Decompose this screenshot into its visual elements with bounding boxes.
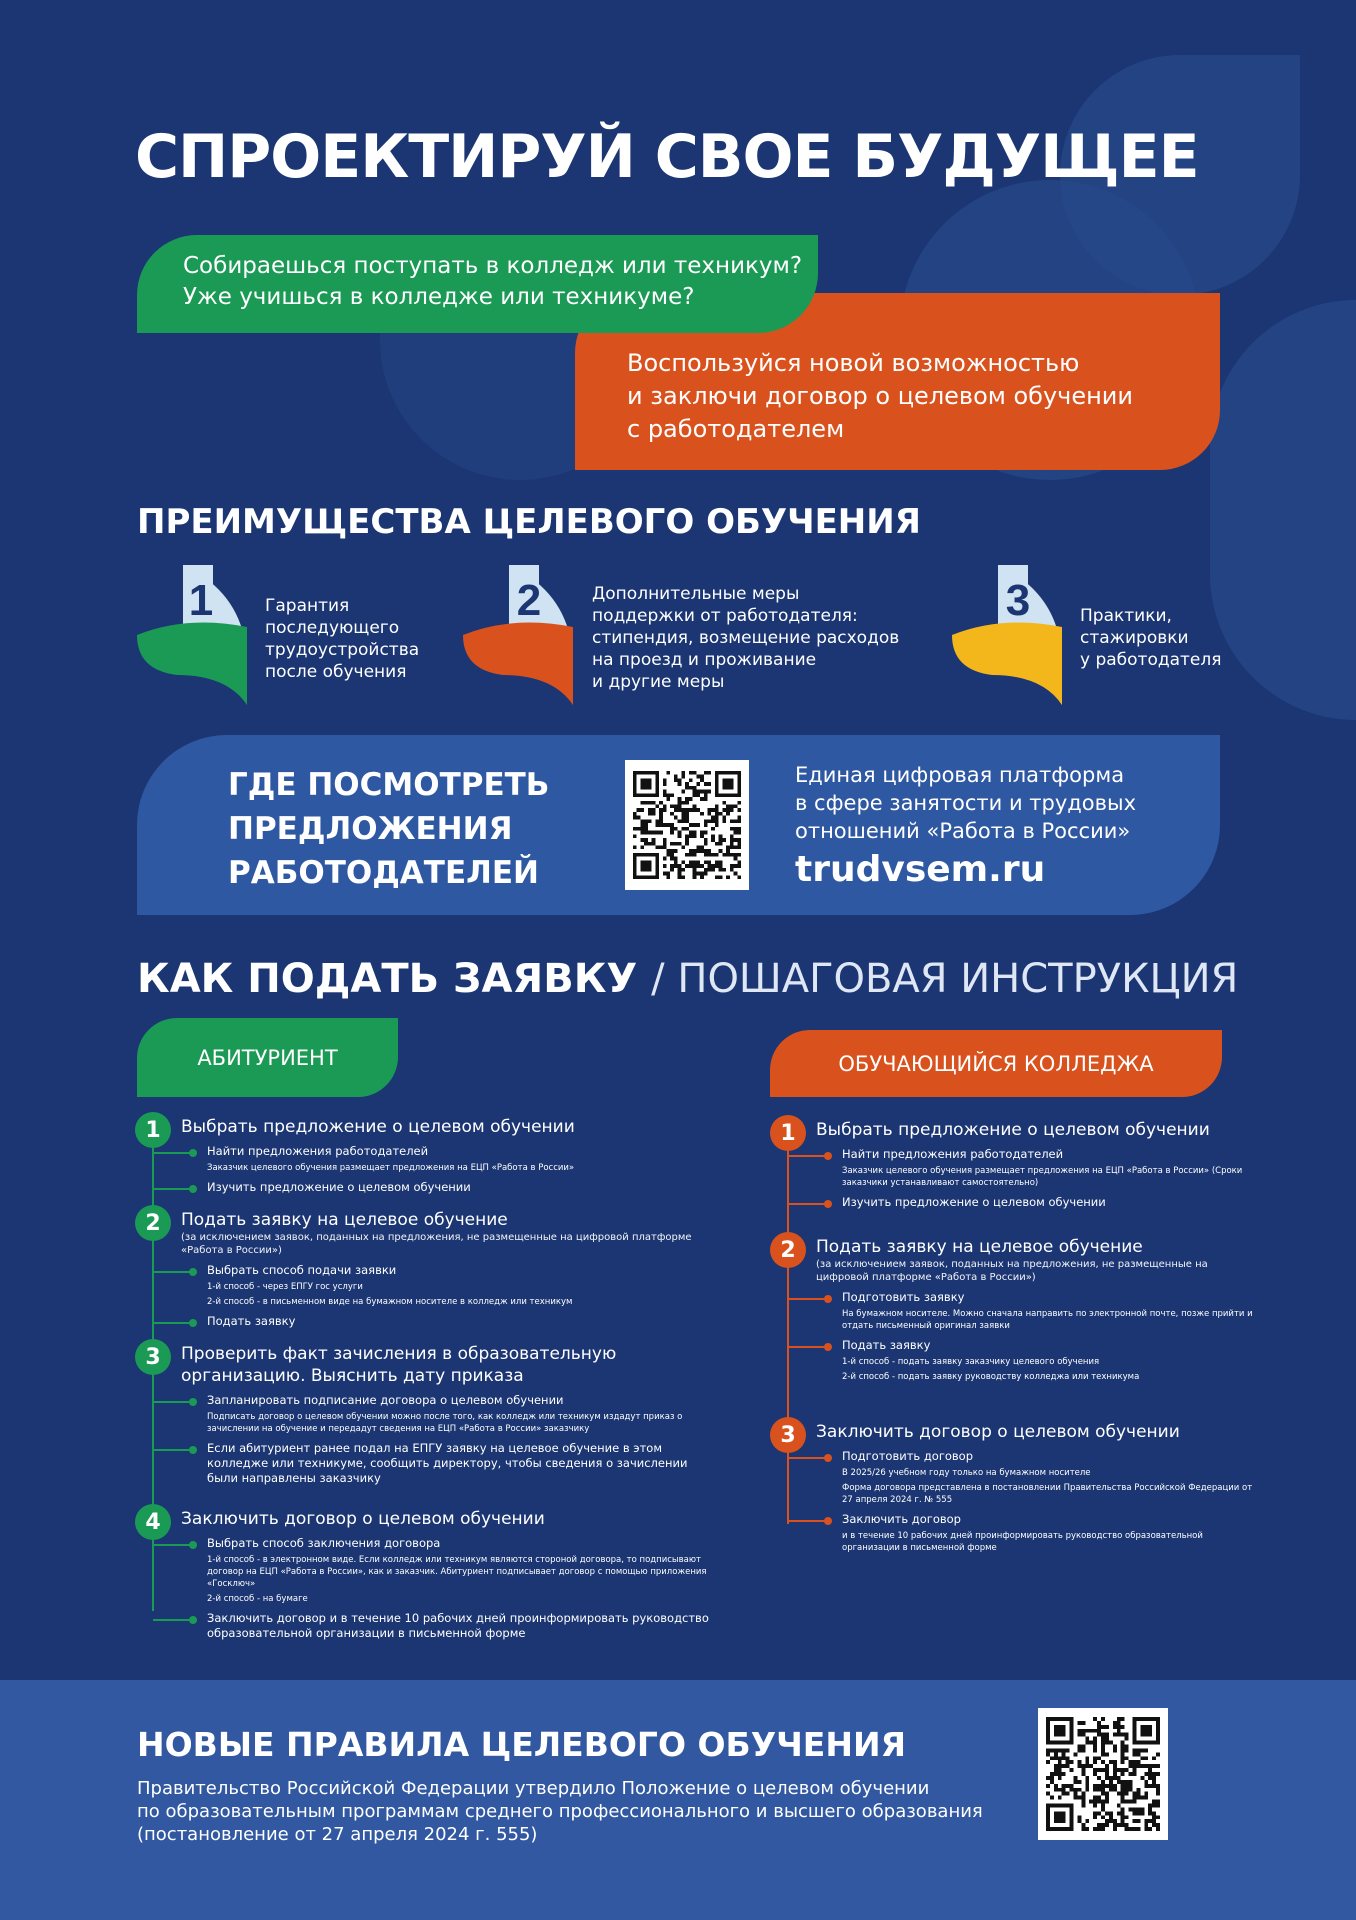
svg-text:1: 1	[188, 576, 214, 625]
where-heading: ГДЕ ПОСМОТРЕТЬ	[228, 767, 550, 803]
benefit-text: Дополнительные меры	[592, 584, 800, 604]
rules-heading: НОВЫЕ ПРАВИЛА ЦЕЛЕВОГО ОБУЧЕНИЯ	[137, 1725, 906, 1764]
benefit-text: после обучения	[265, 662, 407, 682]
benefit-text: Гарантия	[265, 596, 350, 616]
substep-detail: Форма договора представлена в постановлении Правительства Российской Федерации от 27 апреля 2024 г. № 555	[842, 1483, 1253, 1505]
substep-detail: В 2025/26 учебном году только на бумажном носителе	[842, 1468, 1091, 1478]
substep-title: Выбрать способ заключения договора	[207, 1536, 441, 1550]
substep-title: Подготовить заявку	[842, 1290, 965, 1304]
benefit-text: на проезд и проживание	[592, 650, 817, 670]
substep-detail: Заказчик целевого обучения размещает предложения на ЕЦП «Работа в России» (Сроки заказчики устанавливают самостоятельно)	[842, 1166, 1243, 1188]
where-heading: РАБОТОДАТЕЛЕЙ	[228, 855, 539, 891]
substep-detail: и в течение 10 рабочих дней проинформировать руководство образовательной организации в письменной форме	[842, 1531, 1203, 1553]
substep-detail: 2-й способ - на бумаге	[207, 1594, 308, 1604]
tab-college-student[interactable]: ОБУЧАЮЩИЙСЯ КОЛЛЕДЖА	[770, 1030, 1222, 1097]
intro-line: и заключи договор о целевом обучении	[627, 382, 1134, 410]
step-title: Проверить факт зачисления в образовательную организацию. Выяснить дату приказа	[181, 1344, 617, 1386]
benefit-text: Практики,	[1080, 606, 1172, 626]
step-note: (за исключением заявок, поданных на предложения, не размещенные на цифровой платформе «Работа в России»)	[816, 1259, 1208, 1283]
substep-title: Изучить предложение о целевом обучении	[207, 1180, 471, 1194]
benefit-text: последующего	[265, 618, 400, 638]
step	[135, 1504, 715, 1641]
benefits-heading: ПРЕИМУЩЕСТВА ЦЕЛЕВОГО ОБУЧЕНИЯ	[137, 502, 921, 542]
step-title: Заключить договор о целевом обучении	[181, 1509, 545, 1529]
leaf-number-icon	[137, 565, 247, 705]
substep-detail: Заказчик целевого обучения размещает предложения на ЕЦП «Работа в России»	[207, 1163, 575, 1173]
qr-code[interactable]	[1038, 1708, 1168, 1840]
step	[135, 1112, 715, 1195]
student-steps	[770, 1115, 1260, 1554]
substep-title: Подать заявку	[207, 1314, 296, 1328]
step	[135, 1205, 715, 1329]
leaf-number-icon	[463, 565, 573, 705]
platform-text: отношений «Работа в России»	[795, 819, 1131, 843]
intro-line: Уже учишься в колледже или техникуме?	[183, 284, 695, 310]
site-link[interactable]: trudvsem.ru	[795, 849, 1046, 890]
intro-line: с работодателем	[627, 415, 845, 443]
howto-subtitle: / ПОШАГОВАЯ ИНСТРУКЦИЯ	[651, 956, 1239, 1002]
intro-line: Воспользуйся новой возможностью	[627, 349, 1080, 377]
substep-detail: 1-й способ - в электронном виде. Если колледж или техникум являются стороной договора, то подписывают договор на ЕЦП «Работа в России», как и заказчик. Абитуриент подписывает договор с помощью приложения «Госключ»	[207, 1555, 707, 1589]
substep	[181, 1393, 715, 1435]
substep-title: Изучить предложение о целевом обучении	[842, 1195, 1106, 1209]
substep	[181, 1144, 715, 1174]
qr-code[interactable]	[625, 760, 749, 890]
step-title: Подать заявку на целевое обучение	[181, 1210, 508, 1230]
svg-text:2: 2	[516, 576, 542, 625]
benefit-text: и другие меры	[592, 672, 725, 692]
rules-text: по образовательным программам среднего профессионального и высшего образования	[137, 1801, 983, 1822]
substep-detail: 1-й способ - через ЕПГУ гос услуги	[207, 1282, 363, 1292]
step	[135, 1339, 715, 1486]
benefit-text: поддержки от работодателя:	[592, 606, 858, 626]
substep-title: Если абитуриент ранее подал на ЕПГУ заявку на целевое обучение в этом колледже или техникуме, сообщить директору, чтобы сведения о зачислении были направлены заказчику	[207, 1441, 688, 1485]
substep	[816, 1290, 1260, 1332]
substep-detail: 2-й способ - подать заявку руководству колледжа или техникума	[842, 1372, 1140, 1382]
step-number: 1	[770, 1115, 806, 1151]
howto-heading	[137, 956, 1238, 1002]
substep	[816, 1449, 1260, 1506]
substep-title: Подать заявку	[842, 1338, 931, 1352]
applicant-steps	[135, 1112, 715, 1641]
substep-detail: На бумажном носителе. Можно сначала направить по электронной почте, позже прийти и отдать письменный оригинал заявки	[842, 1309, 1253, 1331]
step-number: 3	[135, 1339, 171, 1375]
step-title: Выбрать предложение о целевом обучении	[816, 1120, 1210, 1140]
tab-applicant[interactable]: АБИТУРИЕНТ	[137, 1018, 398, 1097]
qr-pattern	[1046, 1716, 1160, 1832]
intro-line: Собираешься поступать в колледж или техникум?	[183, 253, 803, 279]
leaf-number-icon	[952, 565, 1062, 705]
step-number: 2	[770, 1232, 806, 1268]
substep-detail: 2-й способ - в письменном виде на бумажном носителе в колледж или техникум	[207, 1297, 573, 1307]
benefit-text: стажировки	[1080, 628, 1189, 648]
step-title: Подать заявку на целевое обучение	[816, 1237, 1143, 1257]
substep-title: Подготовить договор	[842, 1449, 974, 1463]
substep-title: Запланировать подписание договора о целевом обучении	[207, 1393, 564, 1407]
step-title: Заключить договор о целевом обучении	[816, 1422, 1180, 1442]
step-number: 4	[135, 1504, 171, 1540]
substep	[816, 1338, 1260, 1383]
decor-shape	[1210, 300, 1356, 720]
intro-green	[137, 235, 818, 333]
step-number: 2	[135, 1205, 171, 1241]
where-heading: ПРЕДЛОЖЕНИЯ	[228, 811, 513, 847]
where-to-look-panel	[137, 735, 1220, 915]
substep	[816, 1147, 1260, 1189]
substep	[181, 1314, 715, 1329]
substep-detail: Подписать договор о целевом обучении можно после того, как колледж или техникум издадут приказ о зачислении на обучение и передадут сведения на ЕЦП «Работа в России» заказчику	[207, 1412, 683, 1434]
platform-text: в сфере занятости и трудовых	[795, 791, 1137, 815]
step-number: 3	[770, 1417, 806, 1453]
step	[770, 1417, 1260, 1554]
substep-title: Заключить договор и в течение 10 рабочих дней проинформировать руководство образовательной организации в письменной форме	[207, 1611, 709, 1640]
qr-pattern	[633, 768, 741, 882]
substep-title: Выбрать способ подачи заявки	[207, 1263, 397, 1277]
substep-title: Заключить договор	[842, 1512, 961, 1526]
howto-title: КАК ПОДАТЬ ЗАЯВКУ	[137, 956, 638, 1002]
step	[770, 1115, 1260, 1210]
benefit-text: стипендия, возмещение расходов	[592, 628, 900, 648]
substep-detail: 1-й способ - подать заявку заказчику целевого обучения	[842, 1357, 1100, 1367]
step-number: 1	[135, 1112, 171, 1148]
step-title: Выбрать предложение о целевом обучении	[181, 1117, 575, 1137]
substep-title: Найти предложения работодателей	[842, 1147, 1064, 1161]
benefit-text: трудоустройства	[265, 640, 420, 660]
substep-title: Найти предложения работодателей	[207, 1144, 429, 1158]
substep	[181, 1441, 715, 1486]
substep	[181, 1263, 715, 1308]
substep	[181, 1611, 715, 1641]
substep	[181, 1536, 715, 1605]
substep	[181, 1180, 715, 1195]
page-title: СПРОЕКТИРУЙ СВОЕ БУДУЩЕЕ	[135, 122, 1199, 192]
step	[770, 1232, 1260, 1383]
rules-text: Правительство Российской Федерации утвердило Положение о целевом обучении	[137, 1778, 930, 1799]
svg-text:3: 3	[1005, 576, 1031, 625]
benefit-text: у работодателя	[1080, 650, 1222, 670]
platform-text: Единая цифровая платформа	[795, 763, 1125, 787]
rules-text: (постановление от 27 апреля 2024 г. 555)	[137, 1824, 538, 1845]
substep	[816, 1195, 1260, 1210]
substep	[816, 1512, 1260, 1554]
rules-section	[0, 1680, 1356, 1920]
step-note: (за исключением заявок, поданных на предложения, не размещенные на цифровой платформе «Работа в России»)	[181, 1232, 692, 1256]
